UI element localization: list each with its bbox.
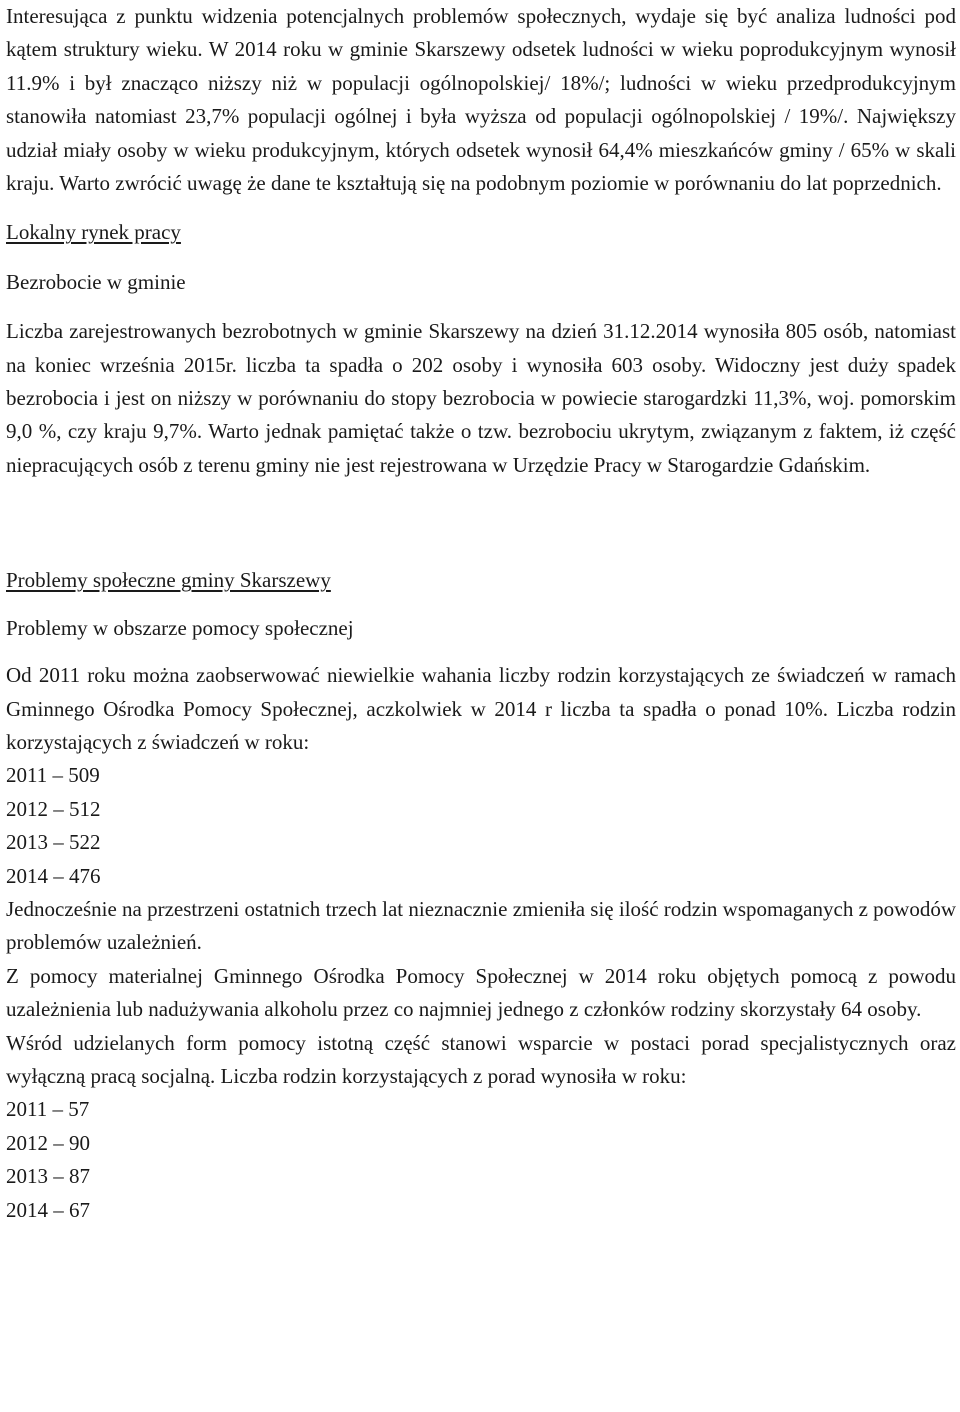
unemployment-subheading: Bezrobocie w gminie [6, 269, 186, 294]
addiction-families-paragraph: Jednocześnie na przestrzeni ostatnich trzech lat nieznacznie zmieniła się ilość rodzin wspomaganych z powodów problemów uzależnień. [6, 896, 956, 955]
social-problems-heading: Problemy społeczne gminy Skarszewy [6, 568, 331, 593]
advice-by-year-list [6, 1093, 956, 1227]
unemployment-paragraph: Liczba zarejestrowanych bezrobotnych w gminie Skarszewy na dzień 31.12.2014 wynosiła 805 osób, natomiast na koniec września 2015r. liczba ta spadła o 202 osoby i wynosiła 603 osoby. Widoczny jest duży spadek bezrobocia i jest on niższy w porównaniu do stopy bezrobocia w powiecie starogardzki 11,3%, woj. pomorskim 9,0 %, czy kraju 9,7%. Warto jednak pamiętać także o tzw. bezrobociu ukrytym, związanym z faktem, iż część niepracujących osób z terenu gminy nie jest rejestrowana w Urzędzie Pracy w Starogardzie Gdańskim. [6, 319, 956, 477]
list-item: 2013 – 87 [6, 1164, 90, 1189]
social-assistance-paragraph: Od 2011 roku można zaobserwować niewielkie wahania liczby rodzin korzystających ze świadczeń w ramach Gminnego Ośrodka Pomocy Społecznej, aczkolwiek w 2014 r liczba ta spadła o ponad 10%. Liczba rodzin korzystających z świadczeń w roku: [6, 663, 956, 754]
alcohol-assistance-paragraph: Z pomocy materialnej Gminnego Ośrodka Pomocy Społecznej w 2014 roku objętych pomocą z powodu uzależnienia lub nadużywania alkoholu przez co najmniej jednego z członków rodziny skorzystały 64 osoby. [6, 963, 956, 1022]
list-item: 2014 – 476 [6, 863, 101, 888]
families-by-year-list [6, 759, 956, 893]
list-item: 2012 – 512 [6, 796, 101, 821]
list-item: 2011 – 57 [6, 1097, 90, 1122]
list-item: 2014 – 67 [6, 1197, 90, 1222]
specialist-advice-paragraph: Wśród udzielanych form pomocy istotną część stanowi wsparcie w postaci porad specjalistycznych oraz wyłączną pracą socjalną. Liczba rodzin korzystających z porad wynosiła w roku: [6, 1030, 956, 1088]
list-item: 2011 – 509 [6, 763, 100, 788]
intro-paragraph: Interesująca z punktu widzenia potencjalnych problemów społecznych, wydaje się być analiza ludności pod kątem struktury wieku. W 2014 roku w gminie Skarszewy odsetek ludności w wieku poprodukcyjnym wynosił 11.9% i był znacząco niższy niż w populacji ogólnopolskiej/ 18%/; ludności w wieku przedprodukcyjnym stanowiła natomiast 23,7% populacji ogólnej i była wyższa od populacji ogólnopolskiej / 19%/. Największy udział miały osoby w wieku produkcyjnym, których odsetek wynosił 64,4% mieszkańców gminy / 65% w skali kraju. Warto zwrócić uwagę że dane te kształtują się na podobnym poziomie w porównaniu do lat poprzednich. [6, 4, 956, 196]
list-item: 2013 – 522 [6, 830, 101, 855]
labor-market-heading: Lokalny rynek pracy [6, 220, 181, 245]
list-item: 2012 – 90 [6, 1130, 90, 1155]
document-page [6, 0, 956, 1227]
social-assistance-subheading: Problemy w obszarze pomocy społecznej [6, 615, 354, 640]
